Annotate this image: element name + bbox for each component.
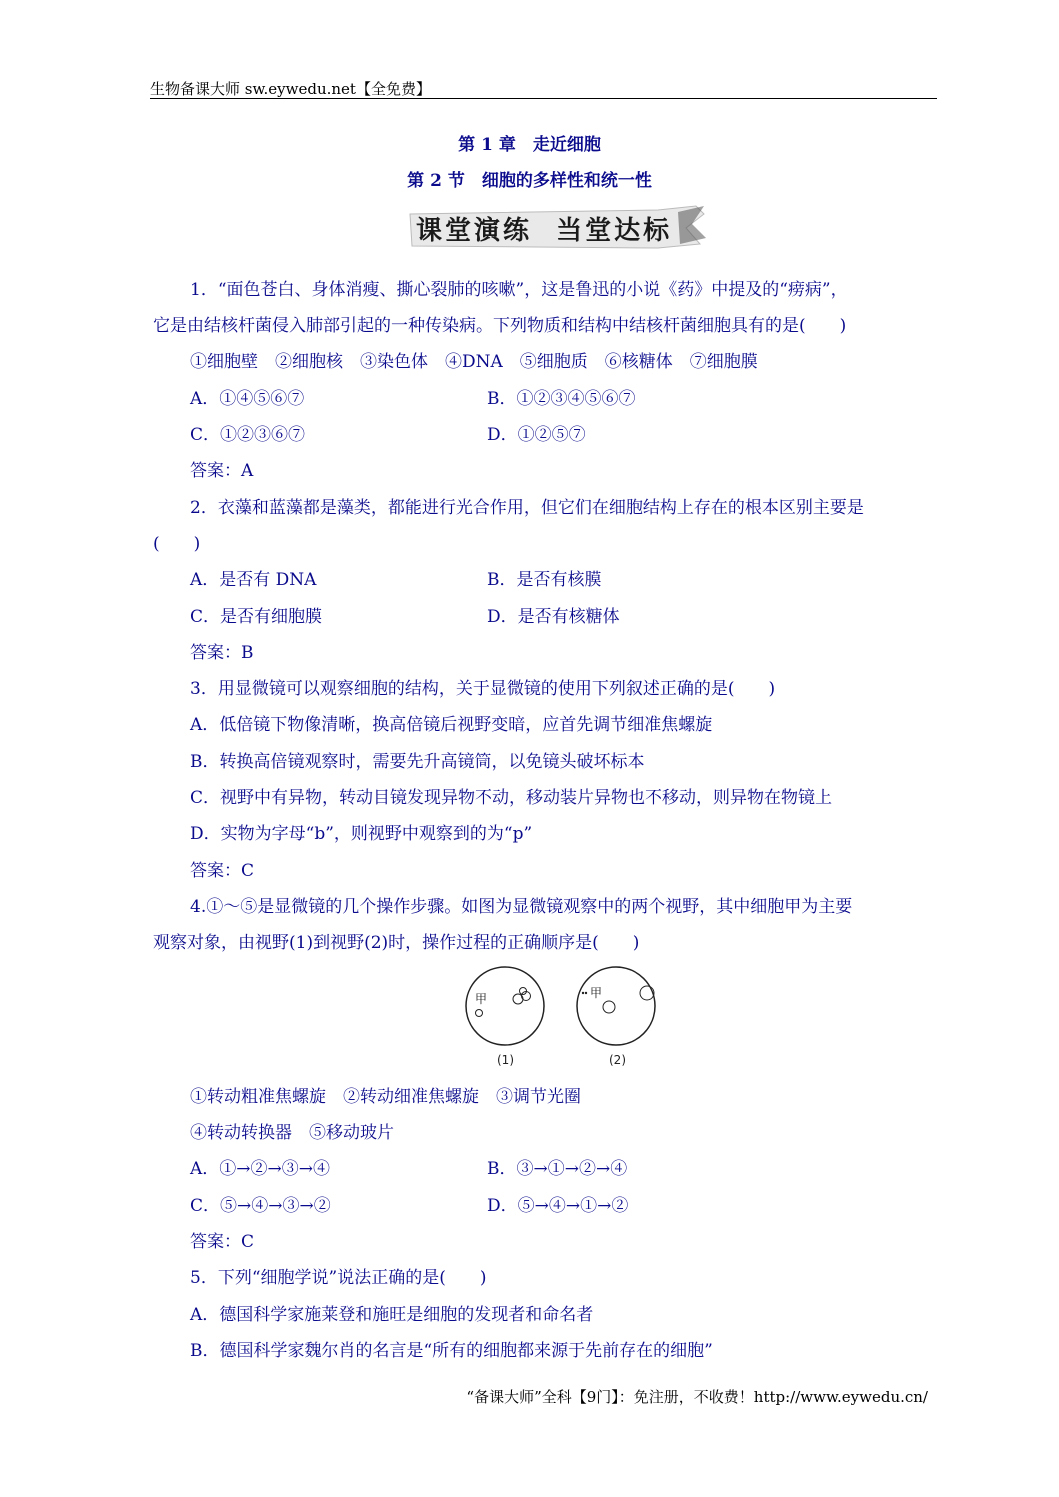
field-1-caption: (1) bbox=[497, 1053, 514, 1067]
q3-option-b: B．转换高倍镜观察时，需要先升高镜筒，以免镜头破坏标本 bbox=[190, 752, 645, 772]
field-2-cell-label: 甲 bbox=[590, 986, 603, 1000]
q2-option-a: A．是否有 DNA bbox=[190, 570, 317, 590]
q3-option-c: C．视野中有异物，转动目镜发现异物不动，移动装片异物也不移动，则异物在物镜上 bbox=[190, 788, 833, 808]
q2-stem-line1: 2．衣藻和蓝藻都是藻类，都能进行光合作用，但它们在细胞结构上存在的根本区别主要是 bbox=[190, 498, 864, 518]
banner-title: 课堂演练 当堂达标 bbox=[416, 216, 673, 246]
q1-answer: 答案：A bbox=[190, 461, 254, 481]
q4-items-line2: ④转动转换器 ⑤移动玻片 bbox=[190, 1123, 394, 1143]
q1-stem-line2: 它是由结核杆菌侵入肺部引起的一种传染病。下列物质和结构中结核杆菌细胞具有的是( ) bbox=[153, 316, 847, 336]
field-1 bbox=[466, 967, 544, 1067]
q4-answer: 答案：C bbox=[190, 1232, 255, 1252]
q3-stem: 3．用显微镜可以观察细胞的结构，关于显微镜的使用下列叙述正确的是( ) bbox=[190, 679, 776, 699]
q4-option-d: D．⑤→④→①→② bbox=[487, 1196, 629, 1216]
section-title: 第 2 节 细胞的多样性和统一性 bbox=[407, 171, 652, 191]
field-2-caption: (2) bbox=[609, 1053, 626, 1067]
chapter-title: 第 1 章 走近细胞 bbox=[458, 135, 601, 155]
page-footer: “备课大师”全科【9门】：免注册，不收费！http://www.eywedu.cn/ bbox=[466, 1388, 928, 1406]
microscope-fields-svg bbox=[460, 966, 660, 1076]
q4-option-c: C．⑤→④→③→② bbox=[190, 1196, 331, 1216]
q5-option-a: A．德国科学家施莱登和施旺是细胞的发现者和命名者 bbox=[190, 1305, 594, 1325]
q5-stem: 5．下列“细胞学说”说法正确的是( ) bbox=[190, 1268, 487, 1288]
q4-items-line1: ①转动粗准焦螺旋 ②转动细准焦螺旋 ③调节光圈 bbox=[190, 1087, 581, 1107]
q3-answer: 答案：C bbox=[190, 861, 255, 881]
header-divider bbox=[150, 98, 937, 99]
q2-answer: 答案：B bbox=[190, 643, 254, 663]
q2-stem-line2: ( ) bbox=[153, 534, 201, 554]
q4-stem-line2: 观察对象，由视野(1)到视野(2)时，操作过程的正确顺序是( ) bbox=[153, 933, 640, 953]
section-banner bbox=[408, 204, 708, 252]
q1-option-d: D．①②⑤⑦ bbox=[487, 425, 586, 445]
q4-option-a: A．①→②→③→④ bbox=[190, 1159, 331, 1179]
q1-stem-line1: 1．“面色苍白、身体消瘦、撕心裂肺的咳嗽”，这是鲁迅的小说《药》中提及的“痨病”， bbox=[190, 280, 848, 300]
q4-stem-line1: 4.①～⑤是显微镜的几个操作步骤。如图为显微镜观察中的两个视野，其中细胞甲为主要 bbox=[190, 897, 853, 917]
q1-option-b: B．①②③④⑤⑥⑦ bbox=[487, 389, 636, 409]
field-1-cell-label: 甲 bbox=[475, 992, 488, 1006]
q2-option-c: C．是否有细胞膜 bbox=[190, 607, 323, 627]
field-2 bbox=[577, 967, 655, 1067]
q5-option-b: B．德国科学家魏尔肖的名言是“所有的细胞都来源于先前存在的细胞” bbox=[190, 1341, 713, 1361]
q3-option-d: D．实物为字母“b”，则视野中观察到的为“p” bbox=[190, 824, 533, 844]
q1-option-c: C．①②③⑥⑦ bbox=[190, 425, 306, 445]
q3-option-a: A．低倍镜下物像清晰，换高倍镜后视野变暗，应首先调节细准焦螺旋 bbox=[190, 715, 713, 735]
q2-option-b: B．是否有核膜 bbox=[487, 570, 602, 590]
q1-option-a: A．①④⑤⑥⑦ bbox=[190, 389, 305, 409]
q4-option-b: B．③→①→②→④ bbox=[487, 1159, 628, 1179]
q1-items: ①细胞壁 ②细胞核 ③染色体 ④DNA ⑤细胞质 ⑥核糖体 ⑦细胞膜 bbox=[190, 352, 758, 372]
q2-option-d: D．是否有核糖体 bbox=[487, 607, 620, 627]
page-header: 生物备课大师 sw.eywedu.net【全免费】 bbox=[150, 80, 431, 98]
microscope-fields-figure bbox=[460, 966, 660, 1076]
